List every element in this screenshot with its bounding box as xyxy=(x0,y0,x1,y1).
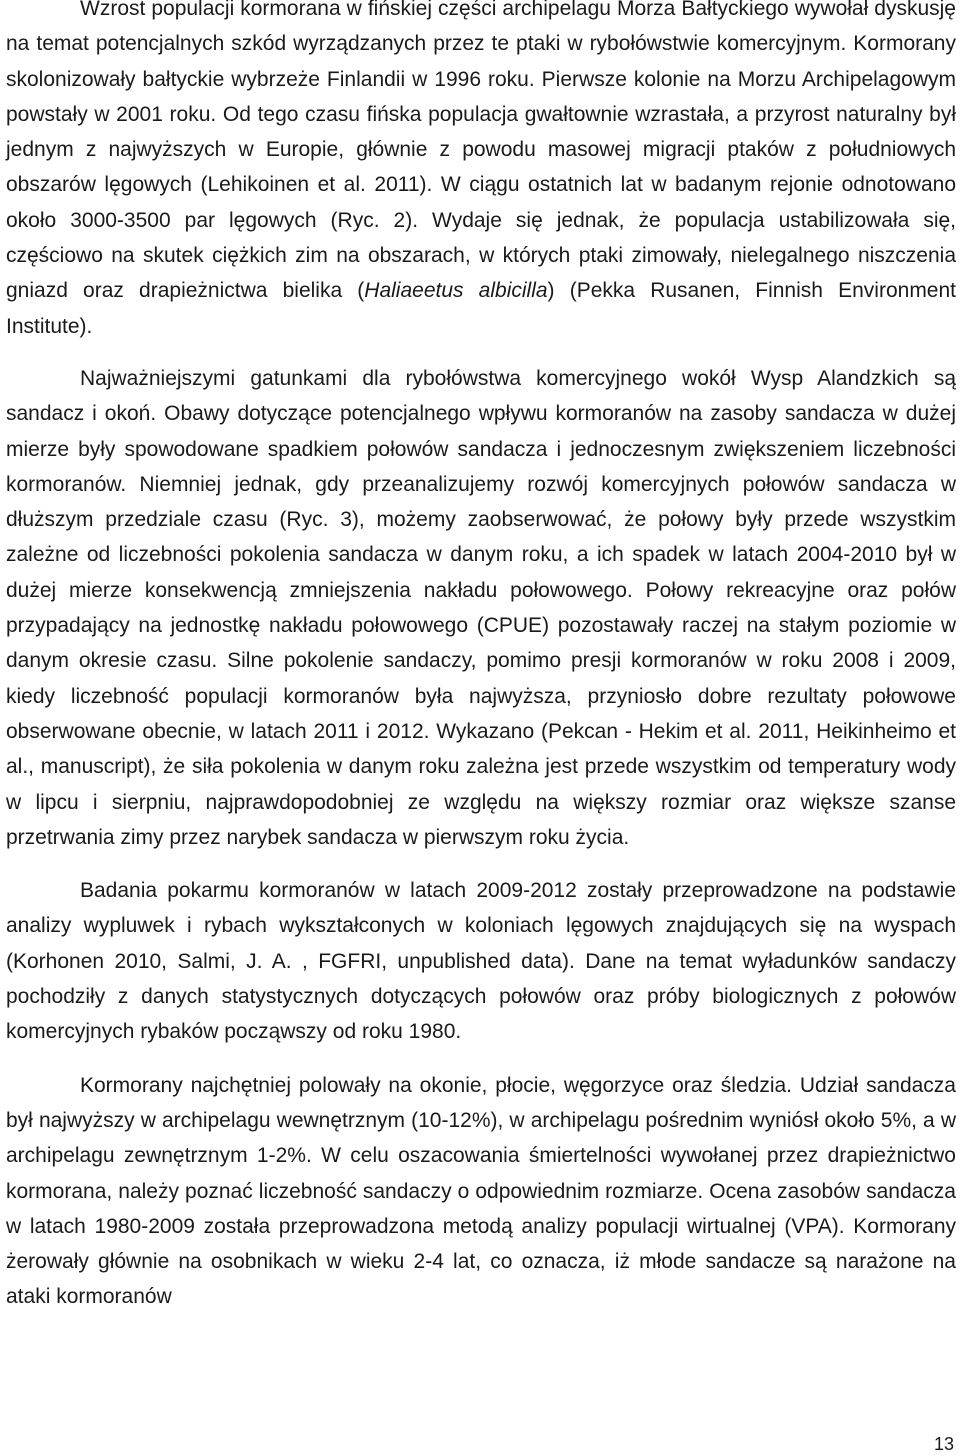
species-name: Haliaeetus albicilla xyxy=(364,279,548,303)
paragraph-text: Wzrost populacji kormorana w fińskiej części archipelagu Morza Bałtyckiego wywołał dyskusję na temat potencjalnych szkód wyrządzanych przez te ptaki w rybołówstwie komercyjnym. Kormorany skolonizowały bałtyckie wybrzeże Finlandii w 1996 roku. Pierwsze kolonie na Morzu Archipelagowym powstały w 2001 roku. Od tego czasu fińska populacja gwałtownie wzrastała, a przyrost naturalny był jednym z najwyższych w Europie, głównie z powodu masowej migracji ptaków z południowych obszarów lęgowych (Lehikoinen et al. 2011). W ciągu ostatnich lat w badanym rejonie odnotowano około 3000-3500 par lęgowych (Ryc. 2). Wydaje się jednak, że populacja ustabilizowała się, częściowo na skutek ciężkich zim na obszarach, w których ptaki zimowały, nielegalnego niszczenia gniazd oraz drapieżnictwa bielika ( xyxy=(6,0,956,303)
paragraph-prey-species: Kormorany najchętniej polowały na okonie, płocie, węgorzyce oraz śledzia. Udział sandacza był najwyższy w archipelagu wewnętrznym (10-12%), w archipelagu pośrednim wyniósł około 5%, a w archipelagu zewnętrznym 1-2%. W celu oszacowania śmiertelności wywołanej przez drapieżnictwo kormorana, należy poznać liczebność sandaczy o odpowiednim rozmiarze. Ocena zasobów sandacza w latach 1980-2009 została przeprowadzona metodą analizy populacji wirtualnej (VPA). Kormorany żerowały głównie na osobnikach w wieku 2-4 lat, co oznacza, iż młode sandacze są narażone na ataki kormoranów xyxy=(6,1073,956,1309)
paragraph-text: ) (Pekka Rusanen, Finnish Environment Institute). xyxy=(6,279,957,338)
paragraph-diet-studies: Badania pokarmu kormoranów w latach 2009-2012 zostały przeprowadzone na podstawie analizy wypluwek i rybach wykształconych w koloniach lęgowych znajdujących się na wyspach (Korhonen 2010, Salmi, J. A. , FGFRI, unpublished data). Dane na temat wyładunków sandaczy pochodziły z danych statystycznych dotyczących połowów oraz próby biologicznych z połowów komercyjnych rybaków począwszy od roku 1980. xyxy=(6,879,956,1044)
document-body xyxy=(6,0,956,1315)
paragraph-zander-fishery: Najważniejszymi gatunkami dla rybołówstwa komercyjnego wokół Wysp Alandzkich są sandacz i okoń. Obawy dotyczące potencjalnego wpływu kormoranów na zasoby sandacza w dużej mierze były spowodowane spadkiem połowów sandacza i jednoczesnym zwiększeniem liczebności kormoranów. Niemniej jednak, gdy przeanalizujemy rozwój komercyjnych połowów sandacza w dłuższym przedziale czasu (Ryc. 3), możemy zaobserwować, że połowy były przede wszystkim zależne od liczebności pokolenia sandacza w danym roku, a ich spadek w latach 2004-2010 był w dużej mierze konsekwencją zmniejszenia nakładu połowowego. Połowy rekreacyjne oraz połów przypadający na jednostkę nakładu połowowego (CPUE) pozostawały raczej na stałym poziomie w danym okresie czasu. Silne pokolenie sandaczy, pomimo presji kormoranów w roku 2008 i 2009, kiedy liczebność populacji kormoranów była najwyższa, przyniosło dobre rezultaty połowowe obserwowane obecnie, w latach 2011 i 2012. Wykazano (Pekcan - Hekim et al. 2011, Heikinheimo et al., manuscript), że siła pokolenia w danym roku zależna jest przede wszystkim od temperatury wody w lipcu i sierpniu, najprawdopodobniej ze względu na większy rozmiar oraz większe szanse przetrwania zimy przez narybek sandacza w pierwszym roku życia. xyxy=(6,366,956,849)
page-number: 13 xyxy=(933,1434,954,1454)
paragraph-cormorant-population xyxy=(6,0,956,344)
